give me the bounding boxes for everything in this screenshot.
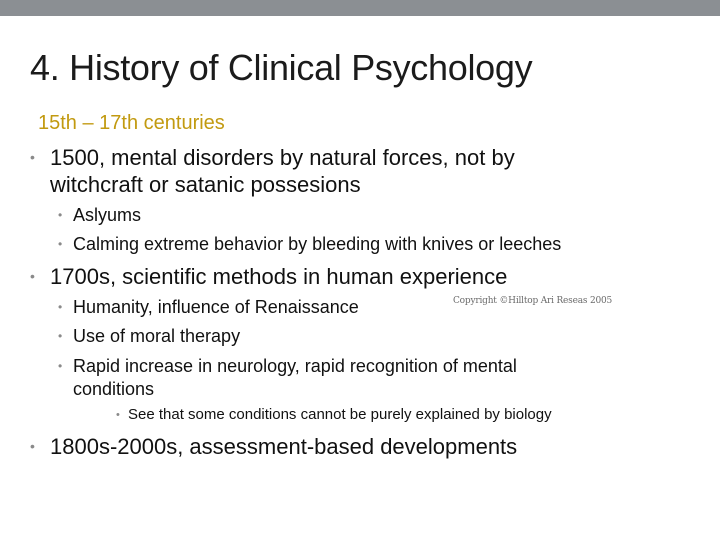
bullet-text: Use of moral therapy <box>73 326 241 346</box>
bullet-glyph: • <box>58 329 63 343</box>
bullet-glyph: • <box>30 268 35 284</box>
sub-bullet-moral-therapy <box>58 324 240 348</box>
bullet-text: See that some conditions cannot be purely explained by biology <box>128 406 552 423</box>
bullet-text: 1700s, scientific methods in human experience <box>50 264 508 289</box>
bullet-glyph: • <box>58 237 63 251</box>
bullet-glyph: • <box>116 409 120 421</box>
bullet-glyph: • <box>58 208 63 222</box>
bullet-text: Calming extreme behavior by bleeding with knives or leeches <box>73 234 562 254</box>
section-subheading: 15th – 17th centuries <box>38 112 225 134</box>
bullet-continuation: witchcraft or satanic possesions <box>50 172 361 197</box>
bullet-item-1700s <box>30 262 507 291</box>
bullet-glyph: • <box>58 359 63 373</box>
sub-bullet-asylums <box>58 203 141 227</box>
bullet-glyph: • <box>30 438 35 454</box>
sub-bullet-humanity <box>58 295 359 319</box>
bullet-text: Humanity, influence of Renaissance <box>73 297 359 317</box>
bullet-glyph: • <box>30 149 35 165</box>
bullet-text: 1500, mental disorders by natural forces, not by <box>50 145 515 170</box>
bullet-item-1800s <box>30 432 517 461</box>
top-bar <box>0 0 720 16</box>
sub-bullet-bleeding <box>58 232 561 256</box>
bullet-text: Aslyums <box>73 205 142 225</box>
slide-title: 4. History of Clinical Psychology <box>30 47 533 88</box>
bullet-item-1500 <box>30 143 515 172</box>
sub-bullet-neurology <box>58 354 517 378</box>
bullet-text: 1800s-2000s, assessment-based developments <box>50 434 518 459</box>
bullet-text: Rapid increase in neurology, rapid recognition of mental <box>73 356 517 376</box>
copyright-watermark: Copyright ©Hilltop Ari Reseas 2005 <box>453 296 613 306</box>
sub-bullet-continuation: conditions <box>73 379 155 399</box>
bullet-glyph: • <box>58 300 63 314</box>
sub-sub-bullet-biology <box>116 405 552 425</box>
